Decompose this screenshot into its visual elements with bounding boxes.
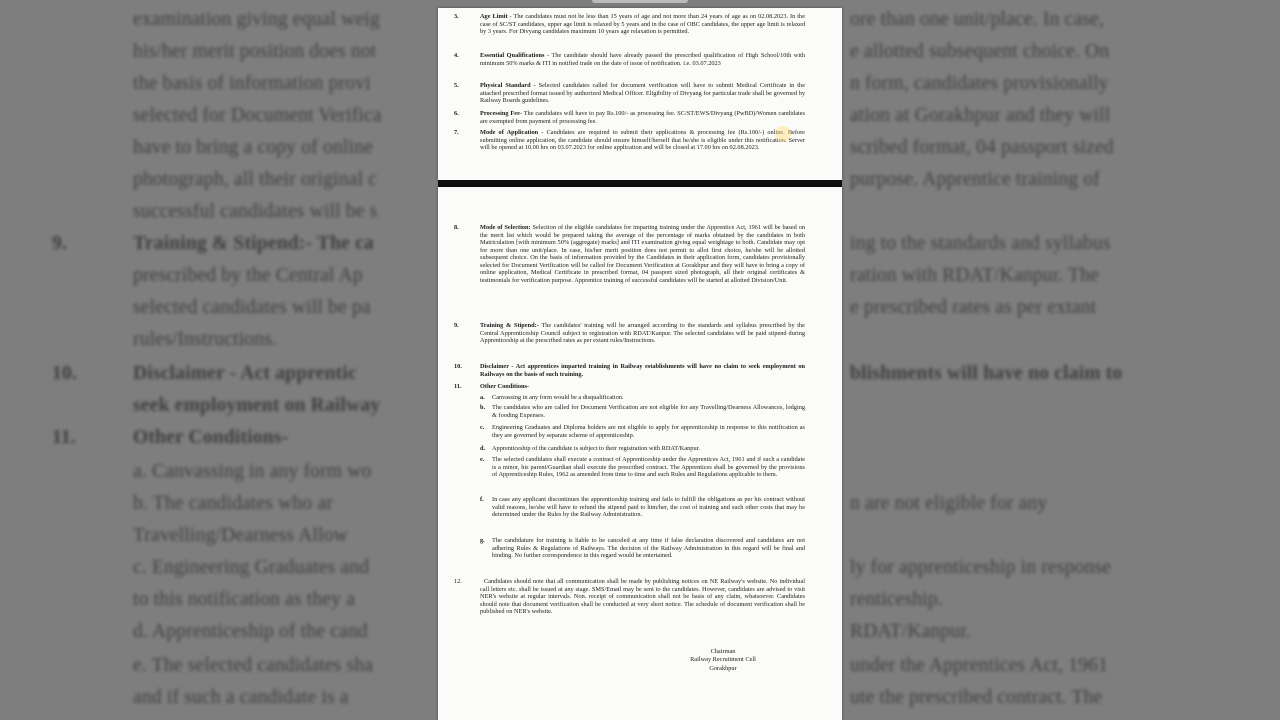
- item-heading: Age Limit: [480, 13, 508, 20]
- bg-text-line: RDAT/Kanpur.: [850, 621, 972, 642]
- bg-text-line: e allotted subsequent choice. On: [850, 41, 1110, 62]
- item-text: - The candidates must not be less than 15 years of age and not more than 24 years of age as on 02.08.2023. In the case of SC/ST candidates, upper age limit is relaxed by 5 years and in the case of OBC candidates, the upper age limit is relaxed by 3 years. For Divyang candidates maximum 10 years age relaxation is permitted.: [480, 13, 805, 36]
- bg-text-line: successful candidates will be s: [133, 201, 378, 222]
- condition-text: Canvassing in any form would be a disqualification.: [492, 394, 624, 401]
- condition-letter: c.: [480, 424, 485, 431]
- item-body: [480, 110, 805, 125]
- condition-letter: g.: [480, 537, 485, 544]
- bg-text-line: Travelling/Dearness Allow: [133, 525, 348, 546]
- item-text: - The candidates will have to pay Rs.100/- as processing fee. SC/ST/EWS/Divyang (PwBD)/Women candidates are exempted from payment of processing fee.: [480, 110, 805, 125]
- bg-text-line: Training & Stipend:- The ca: [133, 233, 374, 254]
- condition-text: Apprenticeship of the candidate is subject to their registration with RDAT/Kanpur.: [492, 445, 700, 452]
- item-heading: Other Conditions-: [480, 383, 530, 390]
- bg-text-line: 10.: [52, 363, 77, 384]
- bg-text-line: scribed format, 04 passport sized: [850, 137, 1114, 158]
- item-heading: Physical Standard: [480, 82, 531, 89]
- bg-text-line: renticeship.: [850, 589, 943, 610]
- item-number: 8.: [454, 224, 459, 231]
- bg-text-line: ing to the standards and syllabus: [850, 233, 1111, 254]
- bg-text-line: b. The candidates who ar: [133, 493, 333, 514]
- bg-text-line: under the Apprentices Act, 1961: [850, 655, 1109, 676]
- item-number: 4.: [454, 52, 459, 59]
- item-body: [480, 13, 805, 36]
- condition-text: The candidature for training is liable to be canceled at any time if false declaration discovered and candidates are not adhering Rules & Regulations of Railways. The decision of the Railway Administration in this regard will be final and binding. No further correspondence in this regard would be entertained.: [492, 537, 805, 560]
- signature-line: Gorakhpur: [709, 664, 737, 672]
- bg-text-line: the basis of information provi: [133, 73, 371, 94]
- bg-text-line: selected for Document Verifica: [133, 105, 382, 126]
- page-divider: [438, 180, 842, 187]
- touch-indicator: [775, 126, 791, 142]
- bg-text-line: prescribed by the Central Ap: [133, 265, 363, 286]
- item-heading: Disclaimer -: [480, 363, 514, 370]
- top-notch: [592, 0, 688, 3]
- item-body: [480, 82, 805, 105]
- condition-letter: a.: [480, 394, 485, 401]
- bg-text-line: photograph, all their original c: [133, 169, 378, 190]
- item-body: [480, 224, 805, 284]
- item-text: Selection of the eligible candidates for imparting training under the Apprentice Act, 1961 will be based on the merit list which would be prepared taking the average of the percentage of marks obtained by the candidates in both Matriculation [with minimum 50% (aggregate) marks] and ITI examination giving equal weightage to both. Candidate may opt for more than one unit/place. In case, his/her merit position does not permit to allot first choice, he/she will be allotted subsequent choice. On the basis of information provided by the Candidates in their application form, candidates provisionally selected for Document Verification will be called for Document Verification at Gorakhpur and they will have to bring a copy of online application, Medical Certificate in prescribed format, 04 passport sized photograph, all their original certificates & testimonials for verification purpose. Apprentice training of successful candidates will be started at allotted Division/Unit.: [480, 224, 805, 284]
- bg-text-line: examination giving equal weig: [133, 9, 380, 30]
- bg-text-line: to this notification as they a: [133, 589, 356, 610]
- item-number: 7.: [454, 129, 459, 136]
- item-text: - Selected candidates called for document verification will have to submit Medical Certificate in the attached prescribed format issued by authorized Medical Officer. Eligibility of Divyang for particular trade shall be governed by Railway Boards guidelines.: [480, 82, 805, 105]
- bg-text-line: 9.: [52, 233, 68, 254]
- condition-text: The selected candidates shall execute a contract of Apprenticeship under the Apprentices Act, 1961 and if such a candidate is a minor, his parent/Guardian shall execute the prescribed contract. The Apprentices shall be governed by the provisions of Apprenticeship Rules, 1962 as amended from time to time and such Rules and Regulations applicable to them.: [492, 456, 805, 479]
- bg-text-line: ute the prescribed contract. The: [850, 687, 1103, 708]
- item-body: [480, 129, 805, 152]
- document-page-main: [438, 187, 842, 720]
- signature-line: Chairman: [710, 648, 736, 655]
- bg-text-line: rules/Instructions.: [133, 329, 278, 350]
- condition-letter: e.: [480, 456, 485, 463]
- item-body: [480, 322, 805, 345]
- item-heading: Essential Qualifications: [480, 52, 545, 59]
- bg-text-line: seek employment on Railway: [133, 395, 381, 416]
- bg-text-line: ation at Gorakhpur and they will: [850, 105, 1111, 126]
- bg-text-line: have to bring a copy of online: [133, 137, 373, 158]
- item-number: 6.: [454, 110, 459, 117]
- item-12-text: Candidates should note that all communication shall be made by publishing notices on NE Railway's website. No individual call letters etc. shall be issued at any stage. SMS/Email may be sent to the candidates. However, candidates are advised to visit NER's website at regular intervals. Non. receipt of communication shall not be basis of any claim, whatsoever. Candidates should note that document verification shall be conducted at very short notice. The schedule of document verification shall be published on NER's website.: [480, 578, 805, 616]
- bg-text-line: a. Canvassing in any form wo: [133, 461, 372, 482]
- condition-letter: f.: [480, 496, 484, 503]
- item-text: The candidates' training will be arranged according to the standards and syllabus prescribed by the Central Apprenticeship Council subject to registration with RDAT/Kanpur. The selected candidates will be paid stipend during Apprenticeship at the prescribed rates as per extant rules/Instructions.: [480, 322, 805, 345]
- item-heading: Training & Stipend:-: [480, 322, 539, 329]
- bg-text-line: his/her merit position does not: [133, 41, 377, 62]
- bg-text-line: n are not eligible for any: [850, 493, 1048, 514]
- bg-text-line: purpose. Apprentice training of: [850, 169, 1100, 190]
- item-body: [480, 363, 805, 378]
- item-number: 12.: [454, 578, 462, 585]
- bg-text-line: e prescribed rates as per extant: [850, 297, 1097, 318]
- condition-letter: d.: [480, 445, 486, 452]
- item-body: [480, 52, 805, 67]
- item-heading: Mode of Selection:: [480, 224, 531, 231]
- item-number: 10.: [454, 363, 462, 370]
- bg-text-line: and if such a candidate is a: [133, 687, 349, 708]
- condition-text: In case any applicant discontinues the apprenticeship training and fails to fulfill the obligations as per his contract without valid reasons, he/she will have to refund the stipend paid to him/her, the cost of training and such other costs that may be determined under the Rules by the Railway Administration.: [492, 496, 805, 519]
- bg-text-line: d. Apprenticeship of the cand: [133, 621, 368, 642]
- item-number: 11.: [454, 383, 462, 390]
- item-heading: Processing Fee: [480, 110, 520, 117]
- item-number: 3.: [454, 13, 459, 20]
- item-number: 9.: [454, 322, 459, 329]
- bg-text-line: 11.: [52, 427, 76, 448]
- item-bold-text: Act apprentices imparted training in Railway establishments will have no claim to seek employment on Railways on the basis of such training.: [480, 363, 805, 378]
- item-heading: Mode of Application: [480, 129, 539, 136]
- bg-text-line: c. Engineering Graduates and: [133, 557, 370, 578]
- bg-text-line: ly for apprenticeship in response: [850, 557, 1112, 578]
- bg-text-line: e. The selected candidates sha: [133, 655, 374, 676]
- document-page-top: [438, 8, 842, 180]
- item-text: - Candidates are required to submit their applications & processing fee (Rs.100/-) online. Before submitting online application, the candidate should ensure himself/herself that he/she is eligible under this notification. Server will be opened at 10.00 hrs on 03.07.2023 for online application and will be closed at 17.00 hrs on 02.08.2023.: [480, 129, 805, 152]
- condition-text: The candidates who are called for Document Verification are not eligible for any Travelling/Dearness Allowances, lodging & fooding Expenses.: [492, 404, 805, 419]
- item-text: - The candidate should have already passed the prescribed qualification of High School/10th with minimum 50% marks & ITI in notified trade on the date of issue of notification. i.e. 03.07.2023: [480, 52, 805, 67]
- bg-text-line: Other Conditions-: [133, 427, 289, 448]
- condition-letter: b.: [480, 404, 486, 411]
- bg-text-line: Disclaimer - Act apprentic: [133, 363, 357, 384]
- bg-text-line: ore than one unit/place. In case,: [850, 9, 1105, 30]
- bg-text-line: blishments will have no claim to: [850, 363, 1123, 384]
- bg-text-line: selected candidates will be pa: [133, 297, 371, 318]
- signature-line: Railway Recruitment Cell: [690, 656, 756, 664]
- bg-text-line: n form, candidates provisionally: [850, 73, 1109, 94]
- item-number: 5.: [454, 82, 459, 89]
- condition-text: Engineering Graduates and Diploma holders are not eligible to apply for apprenticeship in response to this notification as they are governed by separate scheme of apprenticeship.: [492, 424, 805, 439]
- item-body: [480, 383, 805, 391]
- bg-text-line: ration with RDAT/Kanpur. The: [850, 265, 1099, 286]
